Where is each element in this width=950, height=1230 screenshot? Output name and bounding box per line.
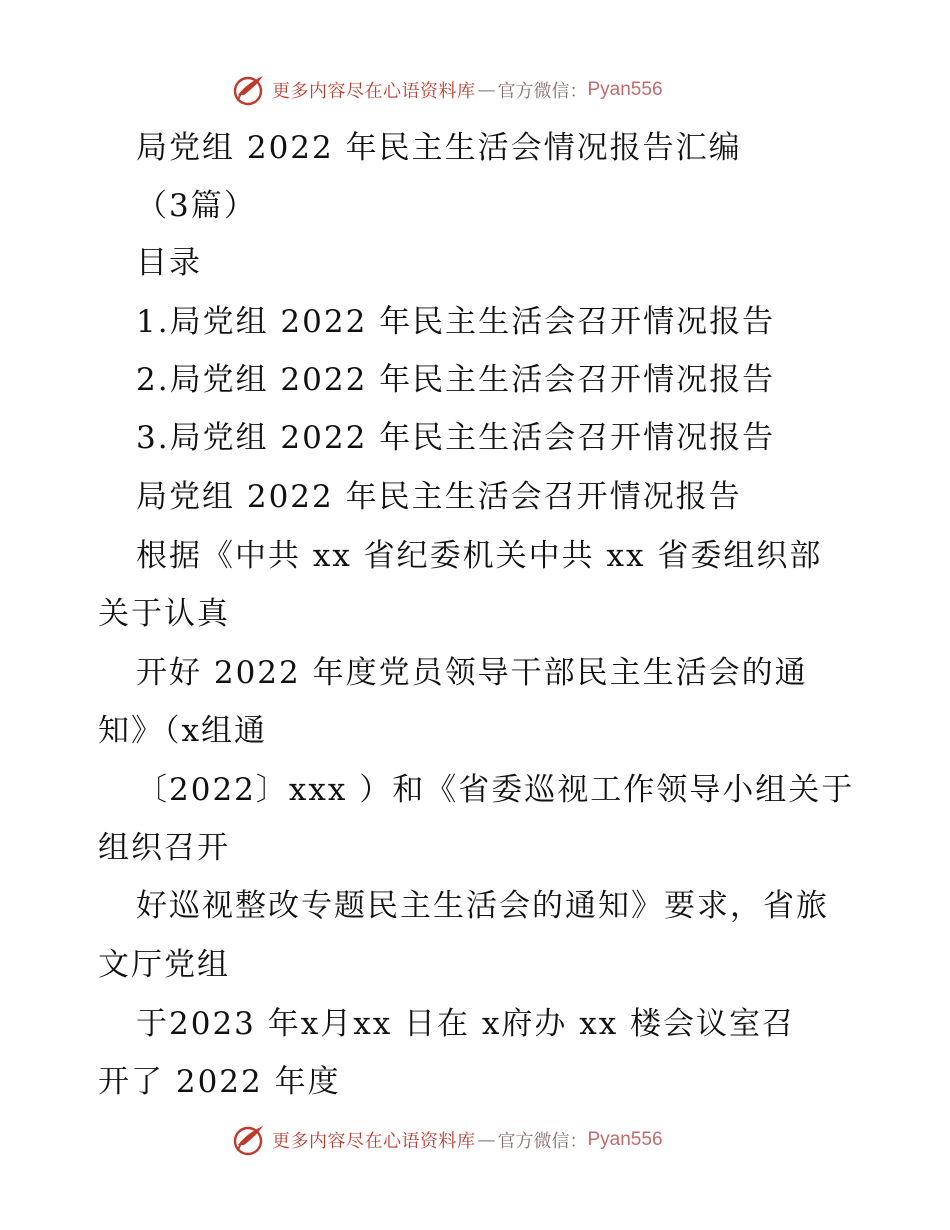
body-line: 开了 2022 年度	[98, 1064, 341, 1100]
toc-item: 3.局党组 2022 年民主生活会召开情况报告	[136, 420, 776, 456]
watermark-handle: Pyan556	[587, 1129, 663, 1150]
body-line: 组织召开	[98, 830, 230, 866]
body-line: 知》（x组通	[98, 713, 267, 749]
document-title-count: （3篇）	[136, 188, 257, 224]
feather-pen-logo-icon	[232, 1123, 266, 1157]
body-line: 〔2022〕xxx ）和《省委巡视工作领导小组关于	[136, 772, 855, 808]
body-line: 关于认真	[98, 596, 230, 632]
section-title: 局党组 2022 年民主生活会召开情况报告	[136, 479, 742, 515]
toc-item: 2.局党组 2022 年民主生活会召开情况报告	[136, 362, 776, 398]
watermark-handle: Pyan556	[587, 79, 663, 100]
document-title: 局党组 2022 年民主生活会情况报告汇编	[136, 130, 742, 166]
body-line: 开好 2022 年度党员领导干部民主生活会的通	[136, 655, 808, 691]
watermark-brand: 更多内容尽在心语资料库	[272, 1131, 476, 1152]
body-line: 好巡视整改专题民主生活会的通知》要求，省旅	[136, 888, 829, 924]
header-watermark	[232, 72, 752, 108]
toc-heading: 目录	[136, 245, 202, 281]
watermark-wechat-label: 官方微信：	[497, 1131, 588, 1152]
body-line: 根据《中共 xx 省纪委机关中共 xx 省委组织部	[136, 538, 823, 574]
watermark-wechat-label: 官方微信：	[497, 81, 588, 102]
watermark-brand: 更多内容尽在心语资料库	[272, 81, 476, 102]
body-line: 文厅党组	[98, 947, 230, 983]
watermark-separator: —	[477, 1129, 496, 1151]
footer-watermark	[232, 1122, 752, 1158]
body-line: 于2023 年x月xx 日在 x府办 xx 楼会议室召	[136, 1006, 796, 1042]
feather-pen-logo-icon	[232, 73, 266, 107]
watermark-separator: —	[477, 79, 496, 101]
toc-item: 1.局党组 2022 年民主生活会召开情况报告	[136, 304, 776, 340]
